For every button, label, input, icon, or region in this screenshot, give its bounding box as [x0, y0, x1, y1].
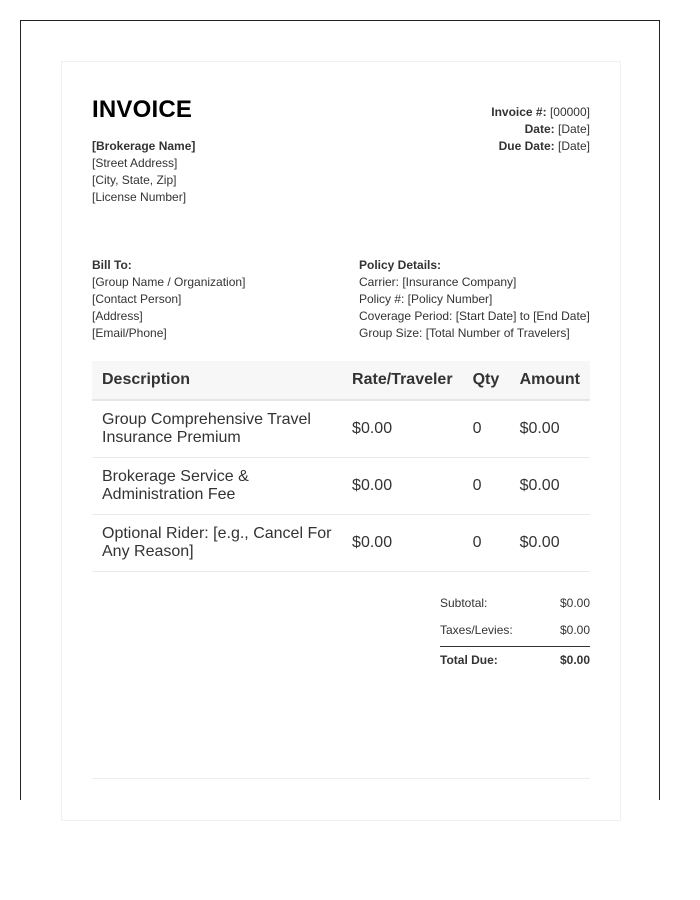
invoice-due-date-label: Due Date:: [498, 139, 555, 153]
table-header-row: [92, 361, 590, 400]
row-description: Brokerage Service & Administration Fee: [92, 458, 342, 515]
row-rate: $0.00: [342, 458, 463, 515]
total-due-label: Total Due:: [440, 653, 498, 667]
totals-block: [440, 596, 590, 680]
row-qty: 0: [463, 458, 510, 515]
totals-divider: [440, 646, 590, 647]
table-row: [92, 515, 590, 572]
brokerage-city-state-zip: [City, State, Zip]: [92, 173, 177, 187]
invoice-due-date-value: [Date]: [557, 139, 590, 153]
invoice-number-value: [00000]: [549, 105, 590, 119]
brokerage-street: [Street Address]: [92, 156, 178, 170]
invoice-due-date-line: [491, 138, 590, 155]
row-description: Group Comprehensive Travel Insurance Premium: [92, 400, 342, 458]
taxes-label: Taxes/Levies:: [440, 623, 513, 637]
total-due-row: [440, 653, 590, 680]
subtotal-row: [440, 596, 590, 623]
header-description: Description: [92, 361, 342, 400]
bill-to-label: Bill To:: [92, 258, 132, 272]
bill-to-group: [Group Name / Organization]: [92, 275, 246, 289]
row-qty: 0: [463, 400, 510, 458]
row-rate: $0.00: [342, 515, 463, 572]
invoice-title: INVOICE: [92, 96, 193, 123]
brokerage-name: [Brokerage Name]: [92, 139, 196, 153]
row-rate: $0.00: [342, 400, 463, 458]
bill-to-address: [Address]: [92, 309, 143, 323]
total-due-value: $0.00: [559, 653, 590, 667]
line-items-table: [92, 361, 590, 572]
row-amount: $0.00: [510, 400, 590, 458]
invoice-meta: [491, 104, 590, 155]
row-amount: $0.00: [510, 515, 590, 572]
header-amount: Amount: [510, 361, 590, 400]
subtotal-value: $0.00: [559, 596, 590, 610]
header-qty: Qty: [463, 361, 510, 400]
row-qty: 0: [463, 515, 510, 572]
brokerage-license: [License Number]: [92, 190, 187, 204]
invoice-number-line: [491, 104, 590, 121]
taxes-value: $0.00: [559, 623, 590, 637]
policy-carrier: Carrier: [Insurance Company]: [359, 275, 517, 289]
invoice-date-line: [491, 121, 590, 138]
invoice-date-label: Date:: [524, 122, 555, 136]
policy-group-size: Group Size: [Total Number of Travelers]: [359, 326, 570, 340]
bill-to-contact: [Contact Person]: [92, 292, 182, 306]
row-amount: $0.00: [510, 458, 590, 515]
bill-to-block: [92, 257, 245, 342]
policy-number: Policy #: [Policy Number]: [359, 292, 493, 306]
subtotal-label: Subtotal:: [440, 596, 488, 610]
brokerage-address-block: [92, 138, 195, 206]
header-rate: Rate/Traveler: [342, 361, 463, 400]
invoice-number-label: Invoice #:: [491, 105, 547, 119]
policy-details-label: Policy Details:: [359, 258, 442, 272]
table-row: [92, 400, 590, 458]
footer-divider: [92, 778, 590, 779]
table-row: [92, 458, 590, 515]
bill-to-email-phone: [Email/Phone]: [92, 326, 167, 340]
policy-details-block: [359, 257, 590, 342]
policy-coverage-period: Coverage Period: [Start Date] to [End Date]: [359, 309, 590, 323]
invoice-date-value: [Date]: [557, 122, 590, 136]
row-description: Optional Rider: [e.g., Cancel For Any Reason]: [92, 515, 342, 572]
